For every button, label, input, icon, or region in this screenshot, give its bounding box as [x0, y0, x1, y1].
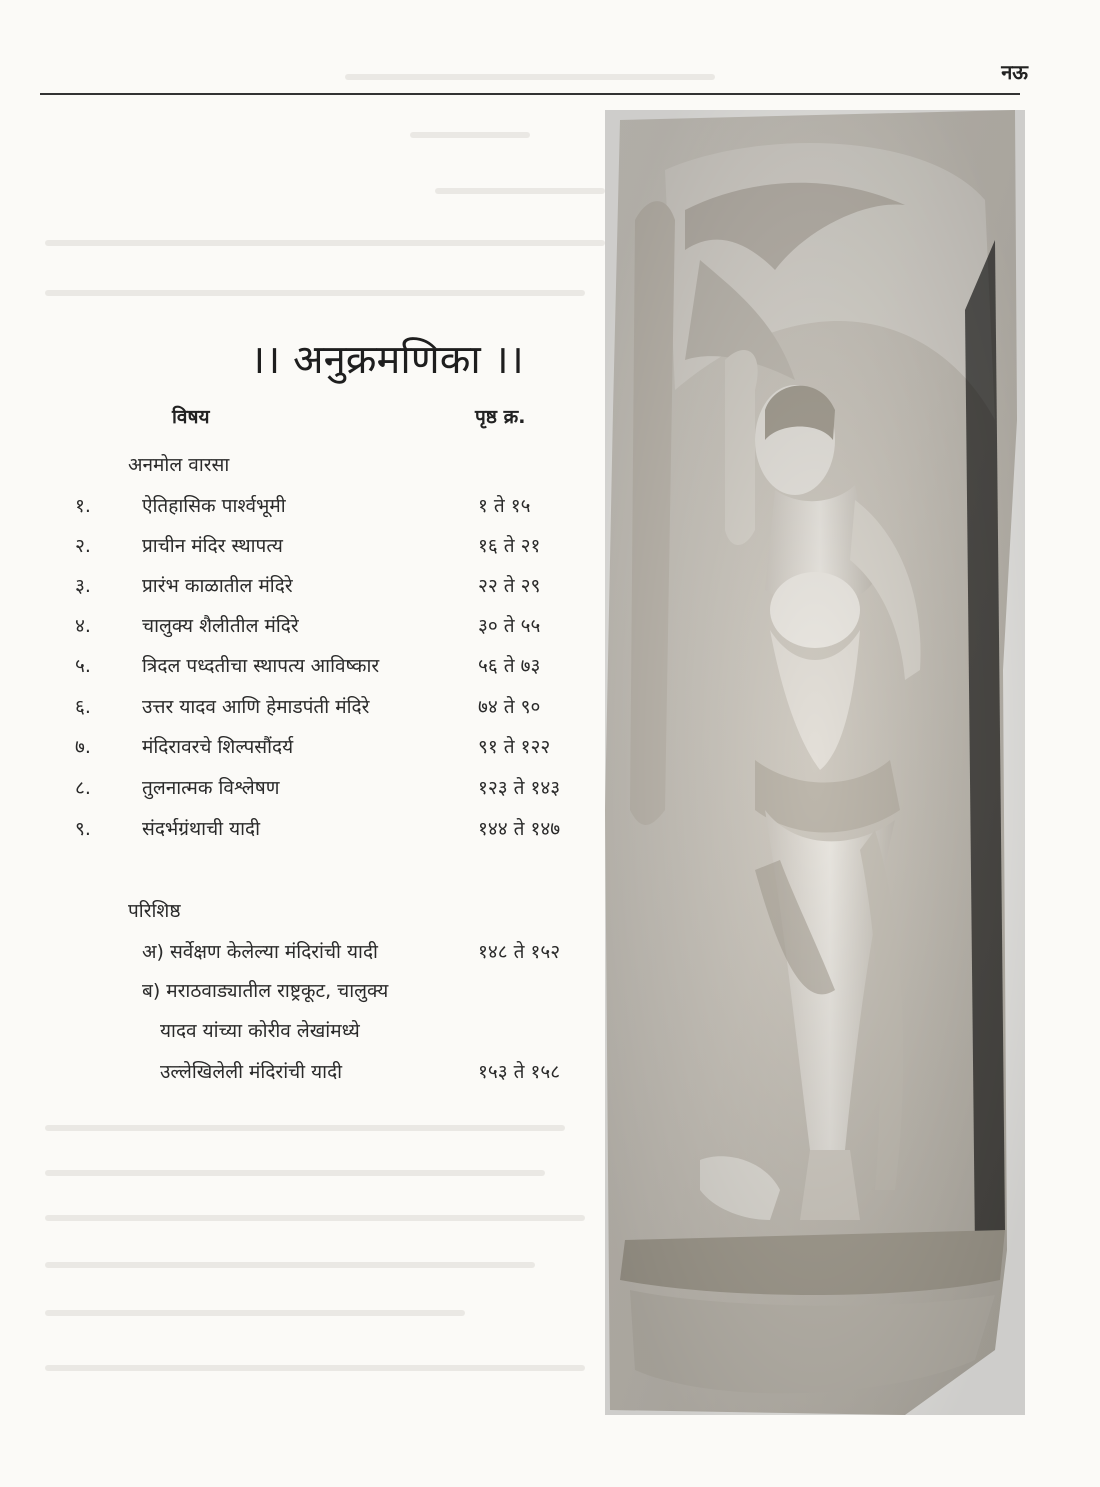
bleed-through-mark	[45, 1365, 585, 1371]
bleed-through-mark	[45, 290, 585, 296]
toc-title: ।। अनुक्रमणिका ।।	[250, 337, 524, 383]
chapter-number: ६.	[75, 696, 91, 718]
chapter-title: मंदिरावरचे शिल्पसौंदर्य	[142, 736, 294, 758]
appendix-heading: परिशिष्ठ	[128, 900, 181, 922]
chapter-number: ४.	[75, 615, 91, 637]
chapter-number: ८.	[75, 777, 91, 799]
chapter-pages: १६ ते २१	[478, 535, 541, 557]
chapter-title: प्राचीन मंदिर स्थापत्य	[142, 535, 283, 557]
page-number: नऊ	[1001, 60, 1028, 84]
bleed-through-mark	[45, 240, 605, 246]
chapter-title: चालुक्य शैलीतील मंदिरे	[142, 615, 299, 637]
bleed-through-mark	[45, 1215, 585, 1221]
chapter-pages: १२३ ते १४३	[478, 777, 561, 799]
column-header-subject: विषय	[172, 406, 210, 428]
bleed-through-mark	[45, 1310, 465, 1316]
chapter-pages: ९१ ते १२२	[478, 736, 551, 758]
appendix-item-continued: यादव यांच्या कोरीव लेखांमध्ये	[160, 1020, 360, 1042]
chapter-title: प्रारंभ काळातील मंदिरे	[142, 575, 293, 597]
appendix-item-continued: उल्लेखिलेली मंदिरांची यादी	[160, 1061, 343, 1083]
chapter-number: ७.	[75, 736, 91, 758]
chapter-title: ऐतिहासिक पार्श्वभूमी	[142, 495, 286, 517]
column-header-page: पृष्ठ क्र.	[475, 406, 526, 428]
stone-sculpture-image	[605, 110, 1025, 1415]
chapter-number: ५.	[75, 655, 91, 677]
appendix-pages: १४८ ते १५२	[478, 941, 561, 963]
header-rule	[40, 93, 1020, 95]
appendix-item: अ) सर्वेक्षण केलेल्या मंदिरांची यादी	[142, 941, 378, 963]
bleed-through-mark	[45, 1125, 565, 1131]
appendix-item: ब) मराठवाड्यातील राष्ट्रकूट, चालुक्य	[142, 980, 389, 1002]
chapter-title: तुलनात्मक विश्लेषण	[142, 777, 280, 799]
bleed-through-mark	[45, 1262, 535, 1268]
chapter-number: २.	[75, 535, 91, 557]
bleed-through-mark	[410, 132, 530, 138]
chapter-title: उत्तर यादव आणि हेमाडपंती मंदिरे	[142, 696, 370, 718]
bleed-through-mark	[345, 74, 715, 80]
chapter-title: संदर्भग्रंथाची यादी	[142, 818, 261, 840]
chapter-number: १.	[75, 495, 91, 517]
chapter-pages: २२ ते २९	[478, 575, 541, 597]
chapter-pages: ५६ ते ७३	[478, 655, 541, 677]
chapter-pages: ३० ते ५५	[478, 615, 541, 637]
toc-intro: अनमोल वारसा	[128, 454, 230, 476]
chapter-number: ३.	[75, 575, 91, 597]
chapter-title: त्रिदल पध्दतीचा स्थापत्य आविष्कार	[142, 655, 380, 677]
bleed-through-mark	[45, 1170, 545, 1176]
chapter-pages: १ ते १५	[478, 495, 531, 517]
chapter-number: ९.	[75, 818, 91, 840]
chapter-pages: १४४ ते १४७	[478, 818, 561, 840]
appendix-pages: १५३ ते १५८	[478, 1061, 561, 1083]
chapter-pages: ७४ ते ९०	[478, 696, 541, 718]
bleed-through-mark	[435, 188, 605, 194]
